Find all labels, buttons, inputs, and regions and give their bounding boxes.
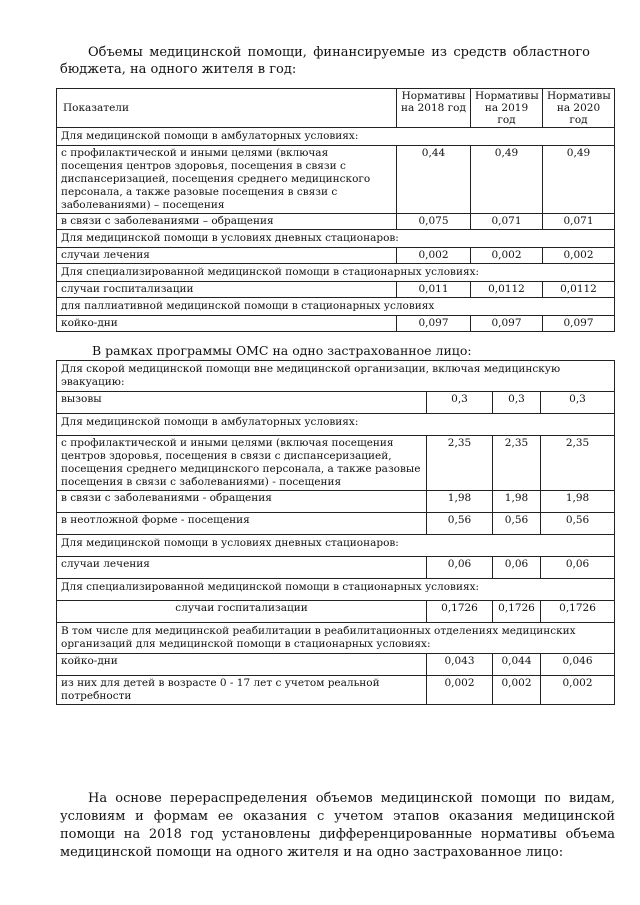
value-cell: 0,44 (397, 146, 471, 214)
oms-norms-table (56, 360, 615, 705)
value-cell: 0,097 (543, 316, 615, 332)
value-cell: 0,1726 (541, 601, 615, 623)
value-cell: 0,3 (427, 392, 493, 414)
value-cell: 0,56 (493, 513, 541, 535)
row-label: в связи с заболеваниями – обращения (57, 214, 397, 230)
value-cell: 0,3 (493, 392, 541, 414)
table-row (57, 146, 615, 214)
section-label: Для медицинской помощи в амбулаторных условиях: (57, 414, 615, 436)
header-year-1: Нормативы на 2018 год (397, 89, 471, 128)
value-cell: 2,35 (427, 436, 493, 491)
value-cell: 0,002 (397, 248, 471, 264)
value-cell: 1,98 (427, 491, 493, 513)
row-label: в связи с заболеваниями - обращения (57, 491, 427, 513)
section-label: Для специализированной медицинской помощи в стационарных условиях: (57, 264, 615, 282)
row-label: койко-дни (57, 316, 397, 332)
table-row (57, 676, 615, 705)
value-cell: 0,071 (543, 214, 615, 230)
section-label: Для медицинской помощи в условиях дневных стационаров: (57, 535, 615, 557)
value-cell: 2,35 (541, 436, 615, 491)
table-header-row (57, 89, 615, 128)
section-row (57, 535, 615, 557)
value-cell: 0,56 (541, 513, 615, 535)
table-row (57, 557, 615, 579)
value-cell: 0,002 (493, 676, 541, 705)
value-cell: 0,002 (471, 248, 543, 264)
table-row (57, 316, 615, 332)
row-label: случаи госпитализации (57, 282, 397, 298)
table-row (57, 248, 615, 264)
value-cell: 0,1726 (427, 601, 493, 623)
value-cell: 0,097 (397, 316, 471, 332)
value-cell: 0,49 (543, 146, 615, 214)
row-label: случаи лечения (57, 248, 397, 264)
value-cell: 0,044 (493, 654, 541, 676)
section-label: Для специализированной медицинской помощи в стационарных условиях: (57, 579, 615, 601)
table-row (57, 214, 615, 230)
row-label: случаи госпитализации (57, 601, 427, 623)
value-cell: 1,98 (493, 491, 541, 513)
section-label: Для медицинской помощи в условиях дневных стационаров: (57, 230, 615, 248)
section-row (57, 361, 615, 392)
value-cell: 1,98 (541, 491, 615, 513)
section-row (57, 623, 615, 654)
oms-label: В рамках программы ОМС на одно застрахованное лицо: (92, 343, 472, 358)
section-label: В том числе для медицинской реабилитации в реабилитационных отделениях медицинских организаций для медицинской помощи в стационарных условиях: (57, 623, 615, 654)
section-row (57, 414, 615, 436)
value-cell: 0,06 (541, 557, 615, 579)
table-row (57, 392, 615, 414)
closing-paragraph: На основе перераспределения объемов медицинской помощи по видам, условиям и формам ее оказания с учетом этапов оказания медицинской помощи на 2018 год установлены дифференцированные нормативы объема медицинской помощи на одного жителя и на одно застрахованное лицо: (60, 791, 615, 860)
table-row (57, 436, 615, 491)
table-row (57, 601, 615, 623)
value-cell: 0,06 (493, 557, 541, 579)
value-cell: 0,0112 (471, 282, 543, 298)
value-cell: 2,35 (493, 436, 541, 491)
value-cell: 0,1726 (493, 601, 541, 623)
table-row (57, 491, 615, 513)
value-cell: 0,3 (541, 392, 615, 414)
value-cell: 0,49 (471, 146, 543, 214)
value-cell: 0,56 (427, 513, 493, 535)
value-cell: 0,043 (427, 654, 493, 676)
header-indicator: Показатели (57, 89, 397, 128)
row-label: с профилактической и иными целями (включая посещения центров здоровья, посещения в связи с диспансеризацией, посещения среднего медицинского персонала, а также разовые посещения в связи с заболеваниями) – посещения (57, 146, 397, 214)
header-year-2: Нормативы на 2019 год (471, 89, 543, 128)
section-row (57, 230, 615, 248)
section-row (57, 579, 615, 601)
value-cell: 0,002 (427, 676, 493, 705)
row-label: случаи лечения (57, 557, 427, 579)
table-row (57, 513, 615, 535)
header-year-3: Нормативы на 2020 год (543, 89, 615, 128)
value-cell: 0,046 (541, 654, 615, 676)
intro-paragraph: Объемы медицинской помощи, финансируемые из средств областного бюджета, на одного жителя в год: (60, 45, 590, 77)
row-label: койко-дни (57, 654, 427, 676)
table-row (57, 282, 615, 298)
value-cell: 0,002 (543, 248, 615, 264)
value-cell: 0,071 (471, 214, 543, 230)
value-cell: 0,011 (397, 282, 471, 298)
value-cell: 0,0112 (543, 282, 615, 298)
table-row (57, 654, 615, 676)
row-label: с профилактической и иными целями (включая посещения центров здоровья, посещения в связи с диспансеризацией, посещения среднего медицинского персонала, а также разовые посещения в связи с заболеваниями) - посещения (57, 436, 427, 491)
value-cell: 0,002 (541, 676, 615, 705)
section-row (57, 128, 615, 146)
section-label: Для скорой медицинской помощи вне медицинской организации, включая медицинскую эвакуацию: (57, 361, 615, 392)
row-label: в неотложной форме - посещения (57, 513, 427, 535)
budget-norms-table (56, 88, 615, 332)
row-label: вызовы (57, 392, 427, 414)
section-label: Для медицинской помощи в амбулаторных условиях: (57, 128, 615, 146)
value-cell: 0,075 (397, 214, 471, 230)
section-label: для паллиативной медицинской помощи в стационарных условиях (57, 298, 615, 316)
section-row (57, 298, 615, 316)
value-cell: 0,06 (427, 557, 493, 579)
section-row (57, 264, 615, 282)
value-cell: 0,097 (471, 316, 543, 332)
row-label: из них для детей в возрасте 0 - 17 лет с учетом реальной потребности (57, 676, 427, 705)
